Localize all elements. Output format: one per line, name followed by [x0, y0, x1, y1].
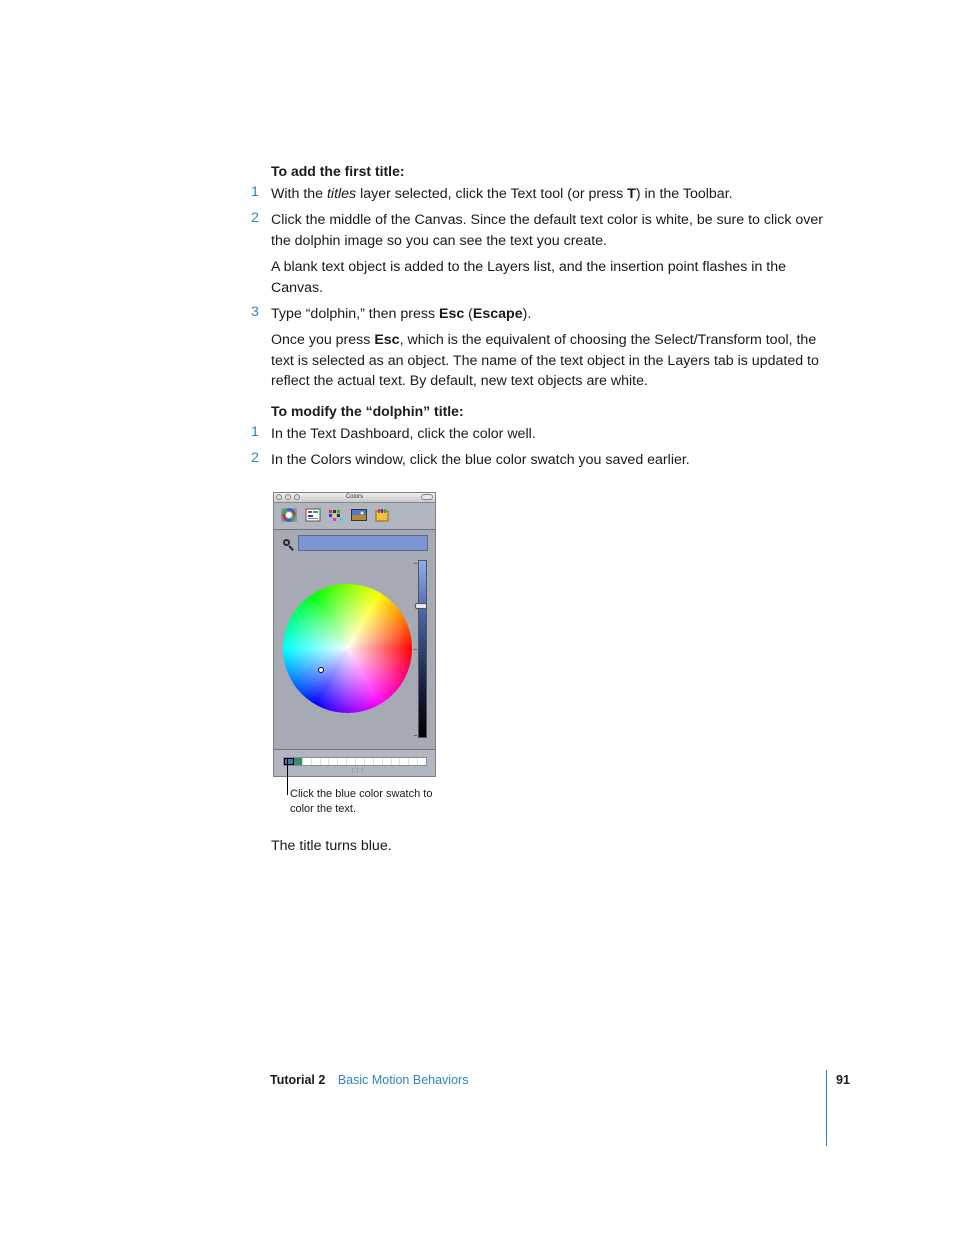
step-number: 1: [251, 184, 259, 200]
footer-chapter: Tutorial 2: [270, 1073, 326, 1087]
step-number: 1: [251, 424, 259, 440]
empty-swatch[interactable]: [392, 758, 401, 765]
empty-swatch[interactable]: [365, 758, 374, 765]
footer-chapter-title[interactable]: Basic Motion Behaviors: [337, 1073, 469, 1087]
step-note: Once you press Esc, which is the equivalent of choosing the Select/Transform tool, the text is selected as an object. The name of the text object in the Layers tab is updated to reflect the actual text. By default, new text objects are white.: [271, 332, 819, 389]
section-heading-modify-title: To modify the “dolphin” title:: [271, 403, 464, 419]
step-text: In the Colors window, click the blue color swatch you saved earlier.: [271, 452, 690, 468]
saved-swatch-green[interactable]: [294, 758, 303, 765]
step-text: Click the middle of the Canvas. Since the default text color is white, be sure to click over the dolphin image so you can see the text you create.: [271, 212, 823, 249]
step-number: 3: [251, 304, 259, 320]
step-number: 2: [251, 450, 259, 466]
page-number: 91: [836, 1073, 850, 1087]
color-search-area: [274, 530, 435, 554]
toolbar-toggle-button[interactable]: [421, 494, 433, 500]
image-palettes-icon[interactable]: [351, 508, 367, 522]
color-wheel-cursor[interactable]: [318, 667, 324, 673]
empty-swatch[interactable]: [312, 758, 321, 765]
brightness-slider-knob[interactable]: [415, 603, 427, 609]
slider-tick: [414, 735, 417, 736]
color-sliders-icon[interactable]: [305, 508, 321, 522]
footer: [270, 1073, 468, 1087]
saved-swatches: [283, 757, 427, 766]
empty-swatch[interactable]: [400, 758, 409, 765]
current-color-well[interactable]: [298, 535, 428, 551]
crayons-icon[interactable]: [374, 508, 390, 522]
color-wheel[interactable]: [283, 584, 412, 713]
empty-swatch[interactable]: [383, 758, 392, 765]
brightness-slider[interactable]: [418, 560, 427, 738]
saved-swatch-blue[interactable]: [284, 758, 294, 765]
magnifier-handle: [288, 545, 294, 551]
result-text: The title turns blue.: [271, 838, 392, 854]
empty-swatch[interactable]: [356, 758, 365, 765]
empty-swatch[interactable]: [418, 758, 426, 765]
empty-swatch[interactable]: [409, 758, 418, 765]
color-wheel-icon[interactable]: [281, 508, 297, 522]
colors-window: [273, 492, 436, 777]
empty-swatch[interactable]: [374, 758, 383, 765]
step-text: In the Text Dashboard, click the color well.: [271, 426, 536, 442]
color-mode-toolbar: [274, 503, 435, 530]
slider-tick: [414, 649, 417, 650]
empty-swatch[interactable]: [321, 758, 330, 765]
step-text: With the titles layer selected, click the Text tool (or press T) in the Toolbar.: [271, 186, 733, 202]
step-number: 2: [251, 210, 259, 226]
section-heading-add-title: To add the first title:: [271, 163, 405, 179]
color-palettes-icon[interactable]: [328, 508, 344, 522]
callout-line: [287, 759, 288, 795]
step-note: A blank text object is added to the Layers list, and the insertion point flashes in the Canvas.: [271, 259, 787, 296]
footer-divider: [826, 1070, 827, 1146]
step-text: Type “dolphin,” then press Esc (Escape).: [271, 306, 532, 322]
empty-swatch[interactable]: [329, 758, 338, 765]
empty-swatch[interactable]: [347, 758, 356, 765]
figure-callout: Click the blue color swatch to color the text.: [290, 788, 433, 815]
window-title-bar: [274, 493, 435, 503]
empty-swatch[interactable]: [338, 758, 347, 765]
slider-tick: [414, 563, 417, 564]
resize-grip-icon[interactable]: ⋮⋮⋮: [350, 768, 365, 774]
empty-swatch[interactable]: [303, 758, 312, 765]
swatch-tray: [274, 749, 435, 777]
window-title: Colors: [345, 494, 364, 500]
